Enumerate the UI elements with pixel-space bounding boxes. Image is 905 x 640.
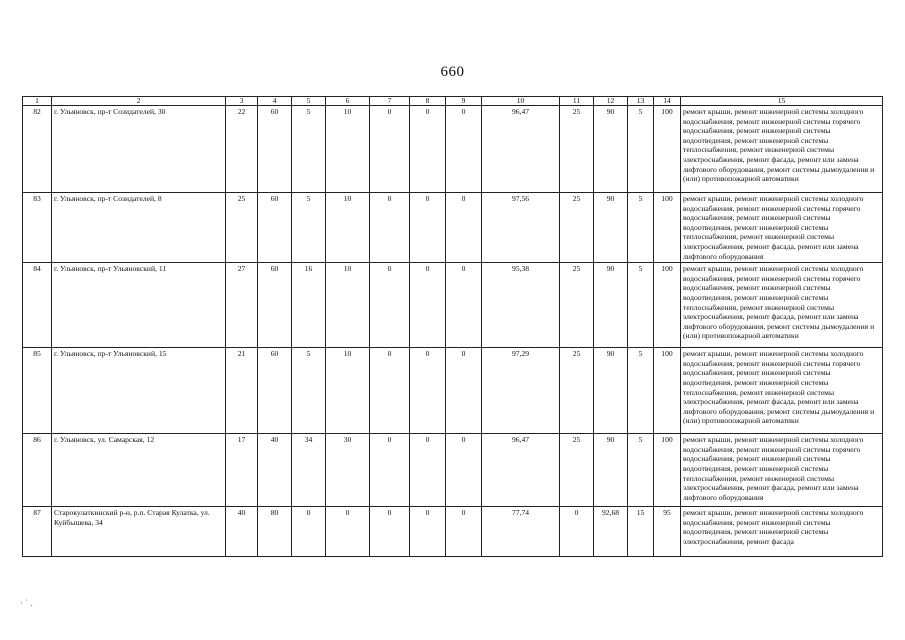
column-header: 8 [410,97,446,106]
row-number: 84 [23,263,52,348]
works-cell: ремонт крыши, ремонт инженерной системы холодного водоснабжения, ремонт инженерной системы водоотведения, ремонт инженерной системы электроснабжения, ремонт фасада [681,507,883,557]
value-cell: 60 [258,106,292,193]
value-cell: 5 [628,263,654,348]
value-cell: 96,47 [482,434,560,507]
table-row [23,263,883,348]
value-cell: 90 [594,193,628,263]
value-cell: 90 [594,106,628,193]
value-cell: 21 [226,348,258,434]
works-cell: ремонт крыши, ремонт инженерной системы холодного водоснабжения, ремонт инженерной системы горячего водоснабжения, ремонт инженерной системы водоотведения, ремонт инженерной системы теплоснабжения, ремонт инженерной системы электроснабжения, ремонт фасада, ремонт или замена лифтового оборудования, ремонт системы дымоудаления и (или) противопожарной автоматики [681,106,883,193]
row-number: 86 [23,434,52,507]
column-header: 11 [560,97,594,106]
value-cell: 5 [292,348,326,434]
value-cell: 5 [628,434,654,507]
value-cell: 60 [258,263,292,348]
value-cell: 0 [370,263,410,348]
value-cell: 0 [446,507,482,557]
value-cell: 0 [326,507,370,557]
row-number: 85 [23,348,52,434]
value-cell: 10 [326,348,370,434]
address-cell: Старокулаткинский р-н, р.п. Старая Кулатка, ул. Куйбышева, 34 [52,507,226,557]
column-header: 13 [628,97,654,106]
value-cell: 60 [258,193,292,263]
column-header: 10 [482,97,560,106]
value-cell: 0 [560,507,594,557]
value-cell: 100 [654,193,681,263]
table-row [23,434,883,507]
column-header: 14 [654,97,681,106]
value-cell: 10 [326,106,370,193]
scan-specks: · ˙ . [20,598,33,608]
value-cell: 10 [326,263,370,348]
value-cell: 0 [446,106,482,193]
value-cell: 0 [410,434,446,507]
column-header: 2 [52,97,226,106]
value-cell: 5 [292,193,326,263]
value-cell: 77,74 [482,507,560,557]
value-cell: 0 [410,348,446,434]
value-cell: 17 [226,434,258,507]
value-cell: 25 [560,106,594,193]
table-row [23,106,883,193]
value-cell: 0 [292,507,326,557]
value-cell: 100 [654,434,681,507]
value-cell: 25 [560,193,594,263]
value-cell: 16 [292,263,326,348]
table-row [23,507,883,557]
value-cell: 95,38 [482,263,560,348]
value-cell: 0 [370,434,410,507]
value-cell: 25 [560,263,594,348]
value-cell: 0 [410,106,446,193]
table-row [23,348,883,434]
column-header: 7 [370,97,410,106]
value-cell: 40 [258,434,292,507]
value-cell: 5 [292,106,326,193]
value-cell: 5 [628,348,654,434]
value-cell: 100 [654,106,681,193]
value-cell: 0 [446,348,482,434]
value-cell: 90 [594,348,628,434]
works-cell: ремонт крыши, ремонт инженерной системы холодного водоснабжения, ремонт инженерной системы горячего водоснабжения, ремонт инженерной системы водоотведения, ремонт инженерной системы теплоснабжения, ремонт инженерной системы электроснабжения, ремонт фасада, ремонт или замена лифтового оборудования, ремонт системы дымоудаления и (или) противопожарной автоматики [681,348,883,434]
value-cell: 10 [326,193,370,263]
value-cell: 27 [226,263,258,348]
value-cell: 0 [410,507,446,557]
column-header: 3 [226,97,258,106]
value-cell: 25 [226,193,258,263]
value-cell: 0 [370,507,410,557]
address-cell: г. Ульяновск, пр-т Ульяновский, 11 [52,263,226,348]
value-cell: 40 [226,507,258,557]
row-number: 82 [23,106,52,193]
works-cell: ремонт крыши, ремонт инженерной системы холодного водоснабжения, ремонт инженерной системы горячего водоснабжения, ремонт инженерной системы водоотведения, ремонт инженерной системы теплоснабжения, ремонт инженерной системы электроснабжения, ремонт фасада, ремонт или замена лифтового оборудования [681,193,883,263]
value-cell: 92,68 [594,507,628,557]
value-cell: 5 [628,106,654,193]
value-cell: 0 [410,263,446,348]
value-cell: 25 [560,348,594,434]
value-cell: 5 [628,193,654,263]
column-number-row [23,97,883,106]
value-cell: 100 [654,263,681,348]
column-header: 9 [446,97,482,106]
column-header: 4 [258,97,292,106]
value-cell: 100 [654,348,681,434]
value-cell: 0 [410,193,446,263]
row-number: 87 [23,507,52,557]
value-cell: 97,29 [482,348,560,434]
value-cell: 90 [594,434,628,507]
works-cell: ремонт крыши, ремонт инженерной системы холодного водоснабжения, ремонт инженерной системы горячего водоснабжения, ремонт инженерной системы водоотведения, ремонт инженерной системы теплоснабжения, ремонт инженерной системы электроснабжения, ремонт фасада, ремонт или замена лифтового оборудования, ремонт системы дымоудаления и (или) противопожарной автоматики [681,263,883,348]
column-header: 15 [681,97,883,106]
page-number: 660 [440,64,465,80]
column-header: 1 [23,97,52,106]
value-cell: 34 [292,434,326,507]
value-cell: 0 [446,434,482,507]
address-cell: г. Ульяновск, пр-т Ульяновский, 15 [52,348,226,434]
value-cell: 0 [370,193,410,263]
value-cell: 90 [594,263,628,348]
value-cell: 80 [258,507,292,557]
address-cell: г. Ульяновск, пр-т Созидателей, 8 [52,193,226,263]
value-cell: 60 [258,348,292,434]
row-number: 83 [23,193,52,263]
column-header: 6 [326,97,370,106]
value-cell: 0 [370,106,410,193]
value-cell: 15 [628,507,654,557]
column-header: 5 [292,97,326,106]
value-cell: 97,56 [482,193,560,263]
value-cell: 0 [446,263,482,348]
works-cell: ремонт крыши, ремонт инженерной системы холодного водоснабжения, ремонт инженерной системы горячего водоснабжения, ремонт инженерной системы водоотведения, ремонт инженерной системы теплоснабжения, ремонт инженерной системы электроснабжения, ремонт фасада, ремонт или замена лифтового оборудования [681,434,883,507]
table-row [23,193,883,263]
value-cell: 96,47 [482,106,560,193]
value-cell: 95 [654,507,681,557]
register-table [22,96,883,557]
value-cell: 0 [446,193,482,263]
value-cell: 22 [226,106,258,193]
value-cell: 30 [326,434,370,507]
value-cell: 25 [560,434,594,507]
address-cell: г. Ульяновск, ул. Самарская, 12 [52,434,226,507]
address-cell: г. Ульяновск, пр-т Созидателей, 30 [52,106,226,193]
value-cell: 0 [370,348,410,434]
column-header: 12 [594,97,628,106]
